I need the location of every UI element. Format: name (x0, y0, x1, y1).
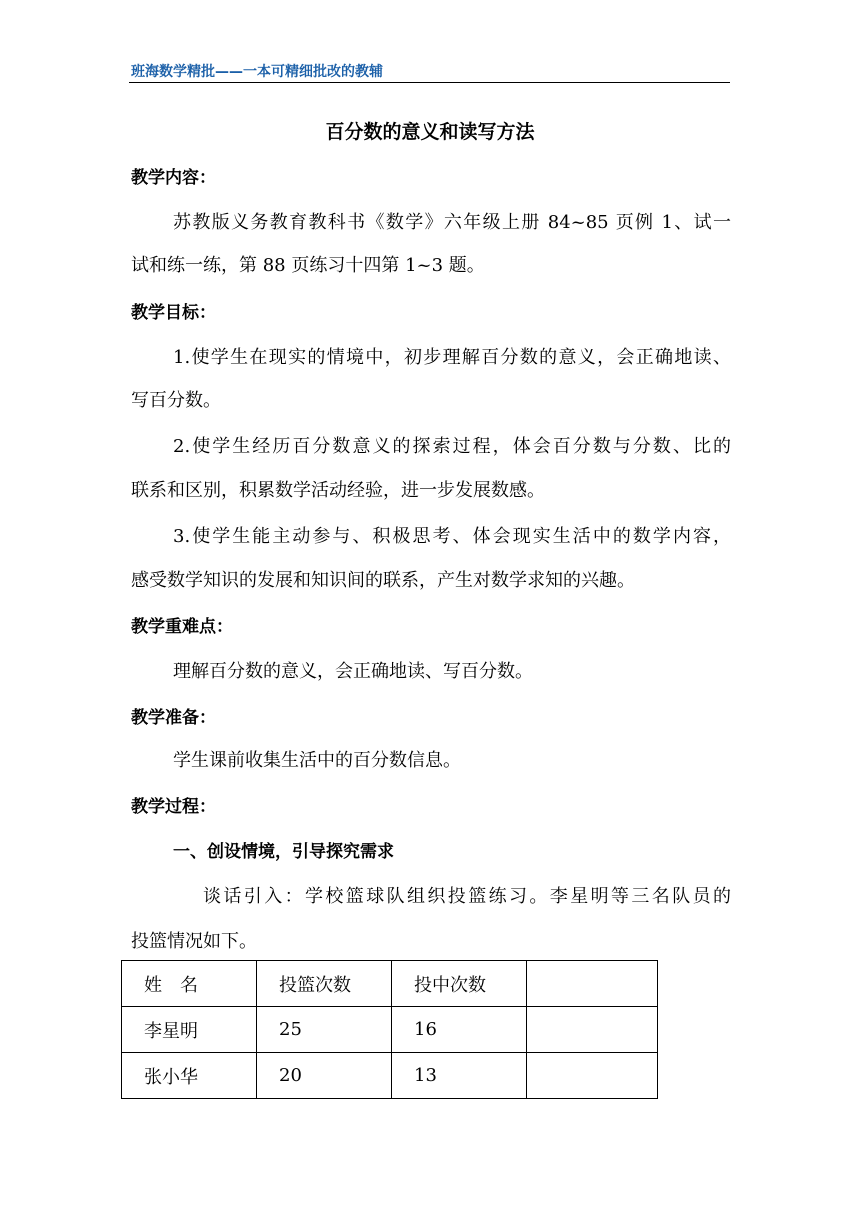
shooting-table (121, 960, 658, 1099)
table-cell: 张小华 (122, 1053, 257, 1099)
section-heading-process: 教学过程： (131, 797, 216, 817)
paragraph-line: 3.使学生能主动参与、积极思考、体会现实生活中的数学内容， (173, 526, 731, 547)
paragraph-line: 感受数学知识的发展和知识间的联系，产生对数学求知的兴趣。 (131, 570, 635, 591)
table-cell: 李星明 (122, 1007, 257, 1053)
table-header-row (122, 961, 658, 1007)
section-heading-key: 教学重难点： (131, 617, 233, 637)
table-cell: 16 (392, 1007, 527, 1053)
table-row (122, 1007, 658, 1053)
paragraph-line: 试和练一练，第 88 页练习十四第 1~3 题。 (131, 255, 485, 276)
paragraph-line: 苏教版义务教育教科书《数学》六年级上册 84~85 页例 1、试一 (173, 212, 731, 233)
paragraph-line: 1.使学生在现实的情境中，初步理解百分数的意义，会正确地读、 (173, 347, 731, 368)
header-divider (129, 82, 730, 83)
table-cell: 20 (257, 1053, 392, 1099)
table-header-cell: 投中次数 (392, 961, 527, 1007)
table-header-cell: 姓 名 (122, 961, 257, 1007)
table-cell: 25 (257, 1007, 392, 1053)
section-heading-prep: 教学准备： (131, 708, 216, 728)
step-heading: 一、创设情境，引导探究需求 (173, 842, 394, 862)
table-cell: 13 (392, 1053, 527, 1099)
section-heading-goals: 教学目标： (131, 303, 216, 323)
paragraph-line: 联系和区别，积累数学活动经验，进一步发展数感。 (131, 480, 545, 501)
paragraph-line: 学生课前收集生活中的百分数信息。 (173, 750, 461, 771)
page-title: 百分数的意义和读写方法 (325, 121, 535, 143)
table-row (122, 1053, 658, 1099)
paragraph-line: 写百分数。 (131, 390, 221, 411)
paragraph-line: 投篮情况如下。 (131, 931, 257, 952)
table-cell (527, 1007, 658, 1053)
paragraph-line: 2.使学生经历百分数意义的探索过程，体会百分数与分数、比的 (173, 436, 731, 457)
table-header-cell: 投篮次数 (257, 961, 392, 1007)
table-header-cell (527, 961, 658, 1007)
paragraph-line: 理解百分数的意义，会正确地读、写百分数。 (173, 661, 533, 682)
table-cell (527, 1053, 658, 1099)
paragraph-line: 谈话引入：学校篮球队组织投篮练习。李星明等三名队员的 (203, 886, 731, 907)
header-brand: 班海数学精批——一本可精细批改的教辅 (131, 64, 383, 80)
section-heading-content: 教学内容： (131, 168, 216, 188)
